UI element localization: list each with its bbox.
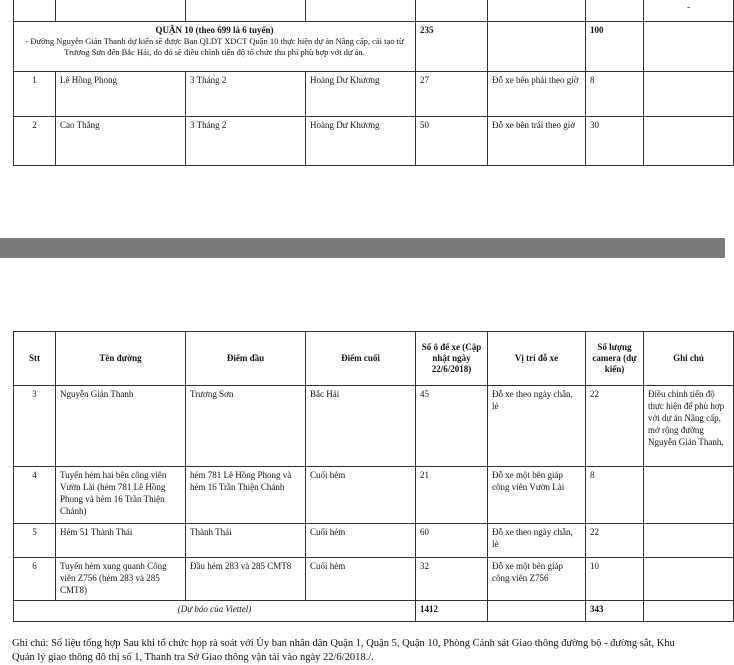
cell-stt: 4 — [14, 467, 56, 524]
section-cameras: 100 — [586, 22, 644, 72]
section-row-district-10 — [14, 22, 734, 72]
cell-end: Cuối hẻm — [306, 558, 416, 601]
table-row-header-remnant — [14, 0, 734, 22]
cell-road: Cao Thắng — [56, 117, 186, 166]
header-end: Điểm cuối — [306, 332, 416, 386]
cell-start: 3 Tháng 2 — [186, 117, 306, 166]
cell-start: hẻm 781 Lê Hồng Phong và hẻm 16 Trần Thiện Chánh — [186, 467, 306, 524]
cell-position: Đỗ xe theo ngày chẵn, lẻ — [488, 386, 586, 467]
cell-stt: 6 — [14, 558, 56, 601]
cell-spots: 21 — [416, 467, 488, 524]
cell-road: Tuyến hẻm xung quanh Công viên Z756 (hẻm 283 và 285 CMT8) — [56, 558, 186, 601]
cell-spots: 45 — [416, 386, 488, 467]
cell-cameras: 8 — [586, 72, 644, 117]
cell-spots: 60 — [416, 524, 488, 558]
cell-start: Trương Sơn — [186, 386, 306, 467]
cell-start: Đầu hẻm 283 và 285 CMT8 — [186, 558, 306, 601]
table-row — [14, 524, 734, 558]
cell-note — [644, 117, 734, 166]
cell-note: Điều chỉnh tiến độ thực hiện để phù hợp với dự án Nâng cấp, mở rộng đường Nguyễn Giản Thanh. — [644, 386, 734, 467]
header-stt: Stt — [14, 332, 56, 386]
footnote-line-1: Ghi chú: Số liệu tổng hợp Sau khi tổ chức họp rà soát với Ủy ban nhân dân Quận 1, Quận 5, Quận 10, Phòng Cảnh sát Giao thông đường bộ - đường sắt, Khu — [12, 638, 675, 649]
document-page-bottom — [0, 258, 725, 663]
cell-spots: 27 — [416, 72, 488, 117]
header-road: Tên đường — [56, 332, 186, 386]
cell-position: Đỗ xe bên phải theo giờ — [488, 72, 586, 117]
total-cameras: 343 — [586, 601, 644, 622]
parking-table-bottom — [13, 331, 734, 622]
cell-note — [644, 467, 734, 524]
cell-position: Đỗ xe theo ngày chẵn, lẻ — [488, 524, 586, 558]
cell-stt: 2 — [14, 117, 56, 166]
cell-spots: 32 — [416, 558, 488, 601]
header-start: Điểm đầu — [186, 332, 306, 386]
cell-start: Thành Thái — [186, 524, 306, 558]
table-row — [14, 386, 734, 467]
cell-end: Hoàng Dư Khương — [306, 72, 416, 117]
cell-position: Đỗ xe một bên giáp công viên Z756 — [488, 558, 586, 601]
cell-cameras: 22 — [586, 524, 644, 558]
cell-spots: 50 — [416, 117, 488, 166]
table-row — [14, 117, 734, 166]
corner-mark: - — [687, 2, 691, 13]
footnote-line-2: Quản lý giao thông đô thị số 1, Thanh tra Sở Giao thông vận tải vào ngày 22/6/2018./. — [12, 652, 374, 663]
cell-cameras: 22 — [586, 386, 644, 467]
table-header-row — [14, 332, 734, 386]
cell-position: Đỗ xe một bên giáp công viên Vườn Lài — [488, 467, 586, 524]
document-page-top — [0, 0, 725, 238]
cell-stt: 1 — [14, 72, 56, 117]
total-spots: 1412 — [416, 601, 488, 622]
cell-cameras: 30 — [586, 117, 644, 166]
cell-end: Bắc Hải — [306, 386, 416, 467]
cell-position: Đỗ xe bên trái theo giờ — [488, 117, 586, 166]
header-cameras: Số lượng camera (dự kiến) — [586, 332, 644, 386]
cell-note — [644, 558, 734, 601]
cell-end: Cuối hẻm — [306, 524, 416, 558]
table-row — [14, 558, 734, 601]
section-note: - Đường Nguyễn Giản Thanh dự kiến sẽ được Ban QLDT XDCT Quận 10 thực hiện dự án Nâng cấp, cải tạo từ Trương Sơn đến Bắc Hải, do đó sẽ điều chỉnh tiến độ tổ chức thu phí phù hợp với dự án. — [25, 36, 404, 57]
cell-stt: 5 — [14, 524, 56, 558]
cell-end: Cuối hẻm — [306, 467, 416, 524]
cell-road: Hẻm 51 Thành Thái — [56, 524, 186, 558]
total-label: (Dự báo của Viettel) — [14, 601, 416, 622]
section-spots: 235 — [416, 22, 488, 72]
header-position: Vị trí đỗ xe — [488, 332, 586, 386]
cell-note — [644, 524, 734, 558]
cell-road: Nguyễn Giản Thanh — [56, 386, 186, 467]
header-spots: Số ô để xe (Cập nhật ngày 22/6/2018) — [416, 332, 488, 386]
cell-start: 3 Tháng 2 — [186, 72, 306, 117]
cell-cameras: 10 — [586, 558, 644, 601]
cell-road: Tuyến hẻm hai bên công viên Vườn Lài (hẻm 781 Lê Hồng Phong và hẻm 16 Trần Thiện Chánh) — [56, 467, 186, 524]
footnote — [12, 637, 732, 665]
cell-cameras: 8 — [586, 467, 644, 524]
cell-road: Lê Hồng Phong — [56, 72, 186, 117]
cell-end: Hoàng Dư Khương — [306, 117, 416, 166]
header-note: Ghi chú — [644, 332, 734, 386]
page-divider — [0, 238, 725, 258]
section-title: QUẬN 10 (theo 699 là 6 tuyến) — [155, 25, 274, 35]
table-row — [14, 467, 734, 524]
cell-note — [644, 72, 734, 117]
parking-table-top — [13, 0, 734, 166]
table-row — [14, 72, 734, 117]
cell-stt: 3 — [14, 386, 56, 467]
table-total-row — [14, 601, 734, 622]
